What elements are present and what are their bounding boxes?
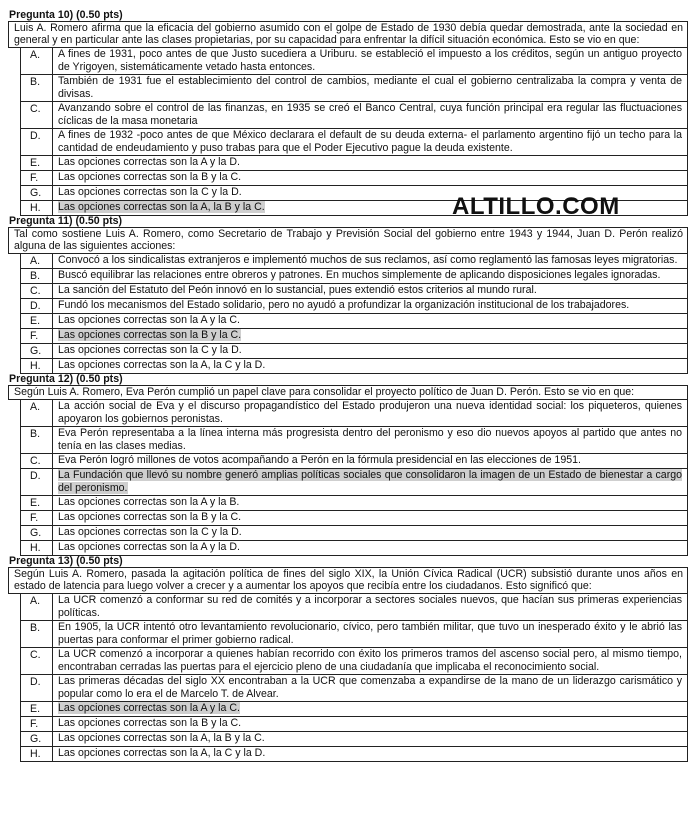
option-letter: D. bbox=[21, 299, 53, 313]
question-header: Pregunta 12) (0.50 pts) bbox=[9, 373, 123, 385]
option-row bbox=[20, 156, 688, 171]
option-row bbox=[20, 102, 688, 129]
option-row bbox=[20, 129, 688, 156]
option-text: Buscó equilibrar las relaciones entre obreros y patrones. En muchos simplemente de aplicando disposiciones legales ignoradas. bbox=[58, 269, 661, 281]
site-watermark: ALTILLO.COM bbox=[452, 193, 620, 220]
option-letter: C. bbox=[21, 454, 53, 468]
option-text: Las opciones correctas son la B y la C. bbox=[58, 171, 242, 183]
option-text: También de 1931 fue el establecimiento del control de cambios, mediante el cual el gobierno centralizaba la compra y venta de divisas. bbox=[58, 75, 682, 100]
option-letter: H. bbox=[21, 541, 53, 555]
option-row bbox=[20, 717, 688, 732]
option-text: Las opciones correctas son la C y la D. bbox=[58, 344, 242, 356]
option-text: A fines de 1932 -poco antes de que México declarara el default de su deuda externa- el parlamento argentino fijó un techo para la cantidad de endeudamiento y puso trabas para que el Poder Ejecutivo pague la deuda existente. bbox=[58, 129, 682, 154]
option-text: Convocó a los sindicalistas extranjeros e implementó muchos de sus reclamos, así como reglamentó las famosas leyes migratorias. bbox=[58, 254, 678, 266]
option-text: Avanzando sobre el control de las finanzas, en 1935 se creó el Banco Central, cuya función principal era regular las fluctuaciones cíclicas de la masa monetaria bbox=[58, 102, 682, 127]
option-row bbox=[20, 732, 688, 747]
option-letter: D. bbox=[21, 129, 53, 155]
option-letter: D. bbox=[21, 469, 53, 495]
option-letter: C. bbox=[21, 284, 53, 298]
option-row bbox=[20, 314, 688, 329]
option-letter: A. bbox=[21, 254, 53, 268]
option-text: Fundó los mecanismos del Estado solidario, pero no ayudó a profundizar la organización institucional de los trabajadores. bbox=[58, 299, 630, 311]
option-row bbox=[20, 48, 688, 75]
question-intro: Tal como sostiene Luis A. Romero, como Secretario de Trabajo y Previsión Social del gobierno entre 1943 y 1944, Juan D. Perón realizó alguna de las siguientes acciones: bbox=[8, 227, 688, 254]
option-letter: B. bbox=[21, 269, 53, 283]
option-text: Las opciones correctas son la B y la C. bbox=[58, 511, 242, 523]
option-row bbox=[20, 427, 688, 454]
question-intro: Según Luis A. Romero, Eva Perón cumplió un papel clave para consolidar el proyecto político de Juan D. Perón. Esto se vio en que: bbox=[8, 385, 688, 400]
option-letter: C. bbox=[21, 102, 53, 128]
option-row bbox=[20, 675, 688, 702]
selected-answer-highlight: Las opciones correctas son la A, la B y la C. bbox=[58, 201, 265, 213]
selected-answer-highlight: Las opciones correctas son la B y la C. bbox=[58, 329, 242, 341]
option-letter: H. bbox=[21, 201, 53, 215]
option-letter: A. bbox=[21, 594, 53, 620]
option-letter: D. bbox=[21, 675, 53, 701]
option-letter: F. bbox=[21, 511, 53, 525]
option-letter: H. bbox=[21, 359, 53, 373]
option-text: Las opciones correctas son la A y la B. bbox=[58, 496, 240, 508]
option-row bbox=[20, 75, 688, 102]
option-text: La sanción del Estatuto del Peón innovó en lo sustancial, pues extendió estos criterios al mundo rural. bbox=[58, 284, 537, 296]
option-row bbox=[20, 454, 688, 469]
option-text: Las opciones correctas son la B y la C. bbox=[58, 717, 242, 729]
option-text: Las opciones correctas son la A y la D. bbox=[58, 156, 240, 168]
option-row bbox=[20, 344, 688, 359]
question-header: Pregunta 11) (0.50 pts) bbox=[9, 215, 123, 227]
option-text: Eva Perón representaba a la línea interna más progresista dentro del peronismo y eso dio nuevos apoyos al partido que antes no tenía en las clases medias. bbox=[58, 427, 682, 452]
option-letter: G. bbox=[21, 186, 53, 200]
option-text: A fines de 1931, poco antes de que Justo sucediera a Uriburu. se estableció el impuesto a los créditos, según un antiguo proyecto de Yrigoyen, sistemáticamente vetado hasta entonces. bbox=[58, 48, 682, 73]
option-text: La UCR comenzó a incorporar a quienes habían recorrido con éxito los primeros tramos del ascenso social pero, al mismo tiempo, encontraban cerradas las puertas para el ejercicio pleno de una ciudadanía que implicaba el reconocimiento social. bbox=[58, 648, 682, 673]
option-row bbox=[20, 299, 688, 314]
question-header: Pregunta 13) (0.50 pts) bbox=[9, 555, 123, 567]
option-row bbox=[20, 526, 688, 541]
option-row bbox=[20, 254, 688, 269]
option-row-selected bbox=[20, 469, 688, 496]
option-letter: E. bbox=[21, 156, 53, 170]
option-row bbox=[20, 621, 688, 648]
question-intro: Según Luis A. Romero, pasada la agitación política de fines del siglo XIX, la Unión Cívica Radical (UCR) subsistió durante unos años en estado de latencia para luego volver a crecer y a aumentar los apoyos que recibía entre los ciudadanos. Esto significó que: bbox=[8, 567, 688, 594]
option-text: Las primeras décadas del siglo XX encontraban a la UCR que comenzaba a expandirse de la mano de un liderazgo carismático y popular como lo era el de Marcelo T. de Alvear. bbox=[58, 675, 682, 700]
option-text: En 1905, la UCR intentó otro levantamiento revolucionario, cívico, pero también militar, que tuvo un inesperado éxito y le abrió las puertas para conformar el primer gobierno radical. bbox=[58, 621, 682, 646]
selected-answer-highlight: Las opciones correctas son la A y la C. bbox=[58, 702, 240, 714]
option-text: Eva Perón logró millones de votos acompañando a Perón en la fórmula presidencial en las elecciones de 1951. bbox=[58, 454, 581, 466]
option-row bbox=[20, 171, 688, 186]
option-text: Las opciones correctas son la A y la C. bbox=[58, 314, 240, 326]
option-letter: B. bbox=[21, 75, 53, 101]
option-text: La acción social de Eva y el discurso propagandístico del Estado produjeron una nueva identidad social: los piqueteros, quienes apoyaron los gobiernos peronistas. bbox=[58, 400, 682, 425]
option-row bbox=[20, 496, 688, 511]
option-text: Las opciones correctas son la A, la C y la D. bbox=[58, 359, 266, 371]
option-text: Las opciones correctas son la C y la D. bbox=[58, 526, 242, 538]
question-header: Pregunta 10) (0.50 pts) bbox=[9, 9, 123, 21]
option-text: La UCR comenzó a conformar su red de comités y a incorporar a sectores sociales nuevos, que hacían sus primeras experiencias políticas. bbox=[58, 594, 682, 619]
option-text: Las opciones correctas son la A y la D. bbox=[58, 541, 240, 553]
option-letter: B. bbox=[21, 621, 53, 647]
option-letter: E. bbox=[21, 702, 53, 716]
option-row bbox=[20, 594, 688, 621]
option-row bbox=[20, 648, 688, 675]
option-row bbox=[20, 541, 688, 556]
option-letter: A. bbox=[21, 48, 53, 74]
option-row bbox=[20, 511, 688, 526]
option-letter: F. bbox=[21, 717, 53, 731]
option-text: Las opciones correctas son la A, la C y la D. bbox=[58, 747, 266, 759]
option-letter: E. bbox=[21, 314, 53, 328]
option-letter: F. bbox=[21, 329, 53, 343]
option-row bbox=[20, 400, 688, 427]
option-letter: G. bbox=[21, 732, 53, 746]
option-row bbox=[20, 284, 688, 299]
option-text: Las opciones correctas son la C y la D. bbox=[58, 186, 242, 198]
option-letter: H. bbox=[21, 747, 53, 761]
option-letter: F. bbox=[21, 171, 53, 185]
option-row bbox=[20, 747, 688, 762]
option-letter: G. bbox=[21, 344, 53, 358]
exam-document bbox=[8, 10, 688, 762]
option-row bbox=[20, 269, 688, 284]
option-text: Las opciones correctas son la A, la B y la C. bbox=[58, 732, 265, 744]
option-letter: G. bbox=[21, 526, 53, 540]
option-letter: C. bbox=[21, 648, 53, 674]
option-row bbox=[20, 359, 688, 374]
option-row-selected bbox=[20, 329, 688, 344]
option-letter: A. bbox=[21, 400, 53, 426]
option-letter: B. bbox=[21, 427, 53, 453]
selected-answer-highlight: La Fundación que llevó su nombre generó amplias políticas sociales que consolidaron la imagen de un Estado de bienestar a cargo del peronismo. bbox=[58, 469, 682, 494]
option-row-selected bbox=[20, 702, 688, 717]
question-intro: Luis A. Romero afirma que la eficacia del gobierno asumido con el golpe de Estado de 1930 debía quedar demostrada, ante la sociedad en general y en particular ante las clases propietarias, por su capacidad para enfrentar la difícil situación económica. Esto se vio en que: bbox=[8, 21, 688, 48]
option-letter: E. bbox=[21, 496, 53, 510]
